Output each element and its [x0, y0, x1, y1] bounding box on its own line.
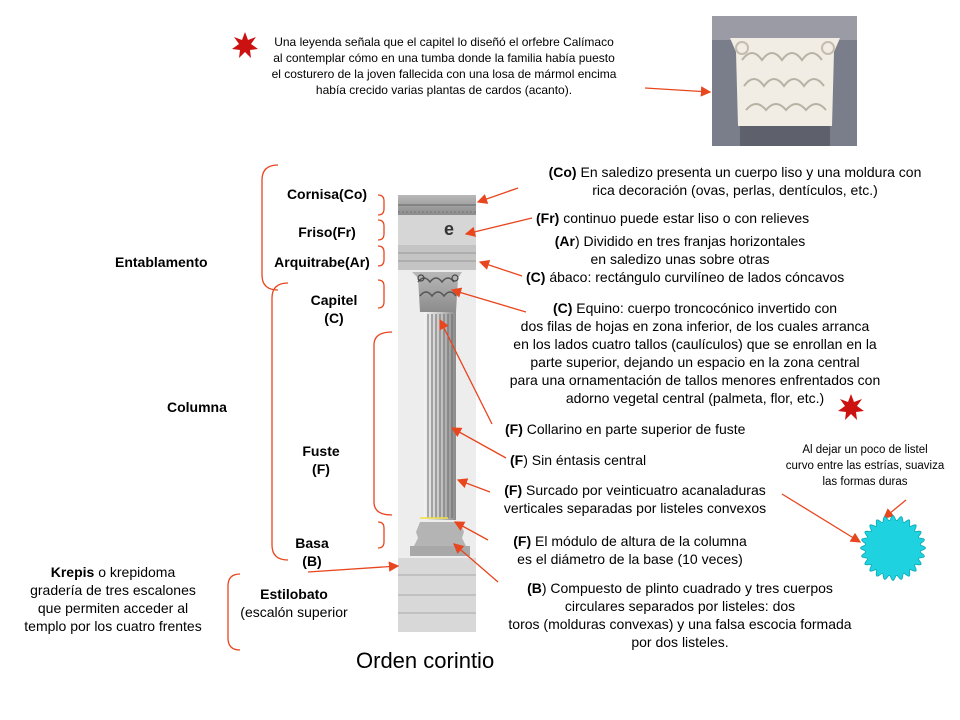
bracket-fuste — [374, 332, 392, 515]
label-columna: Columna — [167, 399, 227, 415]
label-capitel: Capitel (C) — [310, 292, 358, 326]
bracket-basa — [378, 522, 384, 548]
arrow-legend — [645, 88, 710, 92]
legend-line: el costurero de la joven fallecida con una losa de mármol encima — [271, 67, 617, 81]
desc-basa: (B) Compuesto de plinto cuadrado y tres cuerpos circulares separados por listeles: dos toros (molduras convexas) y una falsa escocia formada por dos listeles. — [508, 580, 852, 650]
desc-entasis: (F) Sin éntasis central — [510, 452, 647, 468]
arrow-c-abaco — [480, 262, 522, 276]
label-estilobato: Estilobato (escalón superior — [240, 586, 348, 620]
architrave-block — [398, 245, 476, 270]
desc-friso: (Fr) continuo puede estar liso o con relieves — [536, 210, 810, 226]
label-entablamento: Entablamento — [115, 254, 208, 270]
legend-line: Una leyenda señala que el capitel lo diseñó el orfebre Calímaco — [274, 35, 614, 49]
desc-arquitrabe: (Ar) Dividido en tres franjas horizontales en saledizo unas sobre otras — [554, 233, 806, 267]
label-basa: Basa (B) — [295, 535, 329, 569]
legend-note — [242, 34, 646, 98]
label-fuste: Fuste (F) — [302, 443, 340, 477]
page-title: Orden corintio — [356, 648, 495, 673]
label-arquitrabe: Arquitrabe(Ar) — [274, 254, 370, 270]
fluted-circle-icon — [861, 516, 926, 581]
desc-surcado: (F) Surcado por veinticuatro acanaladuras verticales separadas por listeles convexos — [503, 482, 767, 516]
desc-equino: (C) Equino: cuerpo troncocónico invertido con dos filas de hojas en zona inferior, de los cuales arranca en los lados cuatro tallos (caulículos) que se enrollan en la parte superior, dejando un espacio en la zona central para una ornamentación de tallos menores enfrentados con adorno vegetal central (palmeta, flor, etc.) — [509, 300, 881, 406]
frieze-block — [398, 215, 476, 245]
label-krepis: Krepis o krepidoma gradería de tres escalones que permiten acceder al templo por los cuatro frentes — [24, 564, 202, 634]
bracket-columna — [272, 283, 288, 560]
listel-note: Al dejar un poco de listel curvo entre las estrías, suaviza las formas duras — [785, 444, 945, 488]
base-block — [414, 522, 466, 546]
bracket-capitel — [378, 280, 384, 308]
legend-line: había crecido varias plantas de cardos (acanto). — [315, 83, 573, 97]
capital-photo — [712, 16, 857, 146]
frieze-letter: e — [444, 219, 455, 239]
desc-cornisa: (Co) En saledizo presenta un cuerpo liso y una moldura con rica decoración (ovas, perlas, dentículos, etc.) — [548, 164, 922, 198]
desc-collarino: (F) Collarino en parte superior de fuste — [505, 421, 746, 437]
label-friso: Friso(Fr) — [298, 224, 356, 240]
arrow-listel-2 — [884, 500, 906, 518]
desc-modulo: (F) El módulo de altura de la columna es el diámetro de la base (10 veces) — [513, 533, 747, 567]
legend-line: al contemplar cómo en una tumba donde la familia había puesto — [273, 51, 615, 65]
desc-abaco: (C) ábaco: rectángulo curvilíneo de lados cóncavos — [526, 269, 845, 285]
label-cornisa: Cornisa(Co) — [286, 186, 368, 202]
